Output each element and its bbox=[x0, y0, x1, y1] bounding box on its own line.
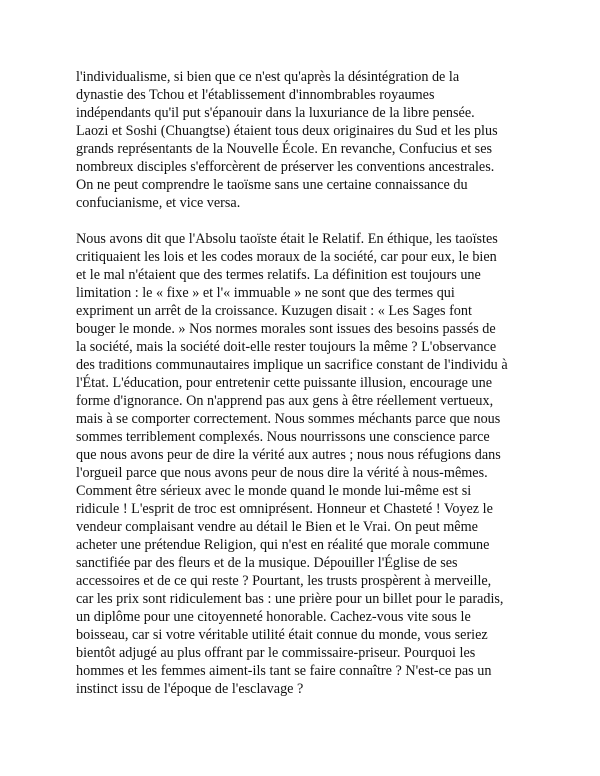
text-line: dynastie des Tchou et l'établissement d'innombrables royaumes bbox=[76, 87, 435, 103]
text-line: la société, mais la société doit-elle rester toujours la même ? L'observance bbox=[76, 339, 497, 355]
text-line: l'État. L'éducation, pour entretenir cette puissante illusion, encourage une bbox=[76, 375, 493, 391]
text-line: nombreux disciples s'efforcèrent de préserver les conventions ancestrales. bbox=[76, 159, 495, 175]
text-line: Laozi et Soshi (Chuangtse) étaient tous deux originaires du Sud et les plus bbox=[76, 123, 498, 139]
text-line: que nous avons peur de dire la vérité aux autres ; nous nous réfugions dans bbox=[76, 447, 501, 463]
text-line: sommes terriblement complexés. Nous nourrissons une conscience parce bbox=[76, 429, 490, 445]
text-line: acheter une prétendue Religion, qui n'est en réalité que morale commune bbox=[76, 537, 490, 553]
text-line: Comment être sérieux avec le monde quand le monde lui-même est si bbox=[76, 483, 472, 499]
text-line: et le mal n'étaient que des termes relatifs. La définition est toujours une bbox=[76, 267, 481, 283]
text-line: indépendants qu'il put s'épanouir dans la luxuriance de la libre pensée. bbox=[76, 105, 475, 121]
text-line: sanctifiée par des fleurs et de la musique. Dépouiller l'Église de ses bbox=[76, 555, 458, 571]
text-line: mais à se comporter correctement. Nous sommes méchants parce que nous bbox=[76, 411, 501, 427]
text-line: accessoires et de ce qui reste ? Pourtant, les trusts prospèrent à merveille, bbox=[76, 573, 492, 589]
text-line: hommes et les femmes aiment-ils tant se faire connaître ? N'est-ce pas un bbox=[76, 663, 492, 679]
document-page bbox=[76, 68, 528, 698]
text-line: bouger le monde. » Nos normes morales sont issues des besoins passés de bbox=[76, 321, 496, 337]
text-line: critiquaient les lois et les codes moraux de la société, car pour eux, le bien bbox=[76, 249, 497, 265]
text-line: limitation : le « fixe » et l'« immuable » ne sont que des termes qui bbox=[76, 285, 455, 301]
text-line: instinct issu de l'époque de l'esclavage ? bbox=[76, 681, 304, 697]
text-line: grands représentants de la Nouvelle École. En revanche, Confucius et ses bbox=[76, 141, 493, 157]
text-line: boisseau, car si votre véritable utilité était connue du monde, vous seriez bbox=[76, 627, 488, 643]
text-line: des traditions communautaires implique un sacrifice constant de l'individu à bbox=[76, 357, 508, 373]
text-line: l'orgueil parce que nous avons peur de nous dire la vérité à nous-mêmes. bbox=[76, 465, 488, 481]
paragraph-2 bbox=[76, 230, 528, 698]
text-line: bientôt adjugé au plus offrant par le commissaire-priseur. Pourquoi les bbox=[76, 645, 476, 661]
text-line: On ne peut comprendre le taoïsme sans une certaine connaissance du bbox=[76, 177, 468, 193]
text-line: expriment un arrêt de la croissance. Kuzugen disait : « Les Sages font bbox=[76, 303, 472, 319]
text-line: un diplôme pour une citoyenneté honorable. Cachez-vous vite sous le bbox=[76, 609, 471, 625]
text-line: ridicule ! L'esprit de troc est omniprésent. Honneur et Chasteté ! Voyez le bbox=[76, 501, 493, 517]
text-line: vendeur complaisant vendre au détail le Bien et le Vrai. On peut même bbox=[76, 519, 478, 535]
paragraph-1 bbox=[76, 68, 528, 212]
text-line: forme d'ignorance. On n'apprend pas aux gens à être réellement vertueux, bbox=[76, 393, 494, 409]
text-line: confucianisme, et vice versa. bbox=[76, 195, 241, 211]
text-line: Nous avons dit que l'Absolu taoïste était le Relatif. En éthique, les taoïstes bbox=[76, 231, 498, 247]
text-line: car les prix sont ridiculement bas : une prière pour un billet pour le paradis, bbox=[76, 591, 504, 607]
text-line: l'individualisme, si bien que ce n'est qu'après la désintégration de la bbox=[76, 69, 460, 85]
